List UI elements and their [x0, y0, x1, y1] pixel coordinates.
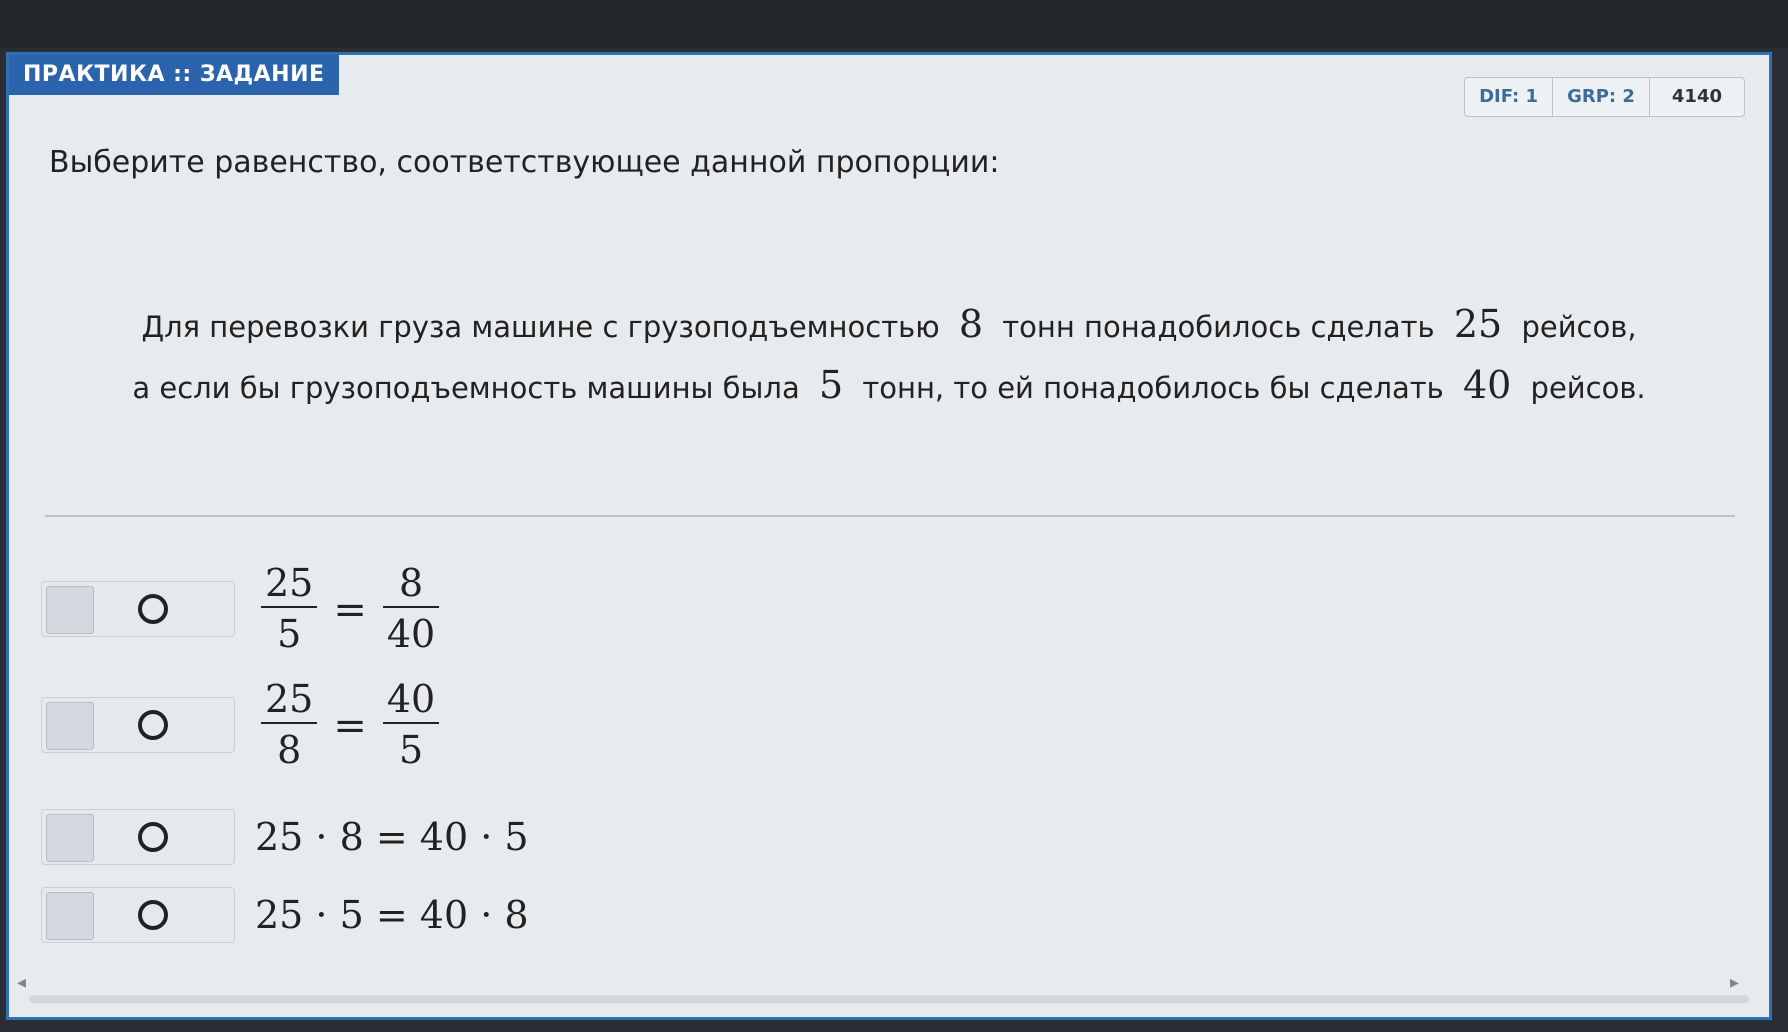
answer-option-3[interactable] [41, 807, 1241, 867]
fraction-right: $\frac{8}{40}$ [383, 560, 439, 660]
fraction-left: $\frac{25}{5}$ [261, 560, 317, 660]
divider [45, 515, 1735, 517]
answer-option-4[interactable] [41, 885, 1241, 945]
option-formula: $\frac{25}{8}$ = $\frac{40}{5}$ [255, 681, 445, 771]
option-radio[interactable] [138, 822, 168, 852]
answer-option-1[interactable] [41, 561, 1241, 656]
option-radio[interactable] [138, 594, 168, 624]
horizontal-scrollbar[interactable] [29, 995, 1749, 1003]
scroll-right-icon[interactable]: ▸ [1729, 972, 1739, 993]
group-badge: GRP: 2 [1553, 78, 1650, 116]
option-controls[interactable] [41, 809, 235, 865]
option-radio[interactable] [138, 900, 168, 930]
meta-info [1464, 77, 1745, 117]
answer-option-2[interactable] [41, 677, 1241, 772]
option-controls[interactable] [41, 581, 235, 637]
screen-top-bar [0, 0, 1788, 48]
section-tag: ПРАКТИКА :: ЗАДАНИЕ [9, 55, 339, 95]
difficulty-badge: DIF: 1 [1465, 78, 1553, 116]
fraction-right: $\frac{40}{5}$ [383, 676, 439, 776]
option-controls[interactable] [41, 697, 235, 753]
problem-text [89, 295, 1689, 417]
option-formula: 25 · 5 = 40 · 8 [255, 893, 529, 937]
task-panel [6, 52, 1772, 1020]
task-id-badge: 4140 [1671, 86, 1722, 107]
option-controls[interactable] [41, 887, 235, 943]
problem-line-2: а если бы грузоподъемность машины была 5 тонн, то ей понадобилось бы сделать 40 рейсов. [132, 363, 1646, 407]
option-formula: 25 · 8 = 40 · 5 [255, 815, 529, 859]
option-checkbox[interactable] [46, 586, 94, 634]
option-checkbox[interactable] [46, 892, 94, 940]
option-checkbox[interactable] [46, 702, 94, 750]
question-text: Выберите равенство, соответствующее данной пропорции: [49, 145, 1000, 180]
fraction-left: $\frac{25}{8}$ [261, 676, 317, 776]
scroll-left-icon[interactable]: ◂ [17, 972, 27, 993]
option-radio[interactable] [138, 710, 168, 740]
option-checkbox[interactable] [46, 814, 94, 862]
problem-line-1: Для перевозки груза машине с грузоподъемностью 8 тонн понадобилось сделать 25 рейсов, [141, 302, 1637, 346]
option-formula: $\frac{25}{5}$ = $\frac{8}{40}$ [255, 565, 445, 655]
